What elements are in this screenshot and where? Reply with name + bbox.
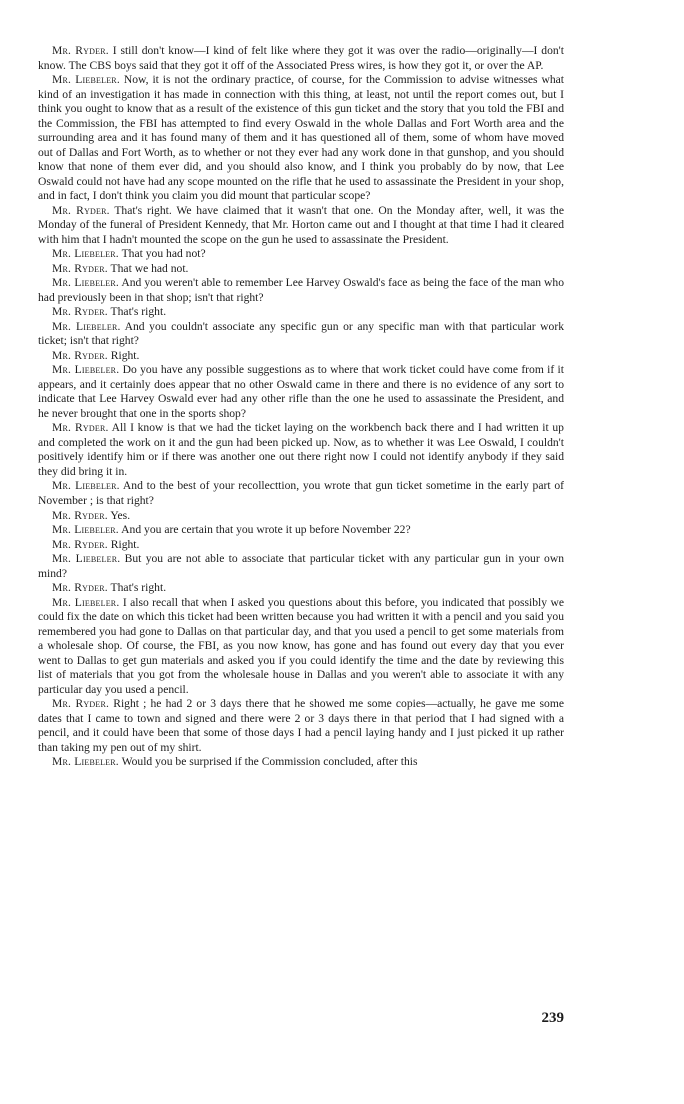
- speaker-name: Mr. Ryder.: [52, 305, 108, 319]
- speaker-name: Mr. Ryder.: [52, 508, 108, 522]
- paragraph-text: That you had not?: [118, 247, 206, 261]
- page-number: 239: [541, 1010, 564, 1026]
- speaker-name: Mr. Liebeler.: [52, 319, 121, 333]
- speaker-name: Mr. Liebeler.: [52, 479, 120, 493]
- speaker-name: Mr. Ryder.: [52, 44, 109, 57]
- speaker-name: Mr. Ryder.: [52, 421, 109, 435]
- paragraph-text: And to the best of your recollecttion, you wrote that gun ticket sometime in the early part of November ; is that right?: [38, 479, 564, 507]
- speaker-name: Mr. Ryder.: [52, 203, 110, 217]
- transcript-paragraph: [38, 363, 564, 421]
- paragraph-text: I still don't know—I kind of felt like where they got it was over the radio—originally—I don't know. The CBS boys said that they got it off of the Associated Press wires, is how they got it, or over the AP.: [38, 44, 564, 72]
- paragraph-text: I also recall that when I asked you questions about this before, you indicated that possibly we could fix the date on which this ticket had been written because you had written it with a pencil and you said you remembered you had gone to Dallas on that particular day, and that you used a pencil to get some materials from a wholesale shop. Of course, the FBI, as you now know, has gone and has found out every day that you ever went to Dallas to get gun materials and asked you if you could identify the time and the date by reviewing this list of materials that you got from the wholesale house in Dallas and you weren't able to associate it with any particular day you used a pencil.: [38, 595, 565, 696]
- transcript-paragraph: [38, 204, 564, 248]
- paragraph-text: Yes.: [107, 508, 131, 522]
- speaker-name: Mr. Ryder.: [52, 581, 108, 595]
- speaker-name: Mr. Liebeler.: [52, 276, 120, 290]
- transcript-paragraph: [38, 581, 564, 596]
- paragraph-text: And you couldn't associate any specific gun or any specific man with that particular work ticket; isn't that right?: [38, 319, 565, 348]
- speaker-name: Mr. Ryder.: [52, 348, 108, 362]
- transcript-paragraph: [38, 349, 564, 364]
- paragraph-text: Do you have any possible suggestions as to where that work ticket could have come from if it appears, and it certainly does appear that no other Oswald came in there and there is no evidence of any sort to indicate that Lee Harvey Oswald ever had any other rifle than the one he used to assassinate the President, and he never brought that one in the sports shop?: [38, 363, 564, 420]
- paragraph-text: That's right.: [107, 305, 167, 319]
- transcript-paragraph: [38, 421, 564, 479]
- paragraph-text: Now, it is not the ordinary practice, of course, for the Commission to advise witnesses what kind of an investigation it has made in connection with this thing, at least, not until the report comes out, but I think you ought to know that as a result of the existence of this gun ticket and the story that you told the FBI and the Commission, the FBI has attempted to find every Oswald in the whole Dallas and Fort Worth area and the surrounding area and it has found many of them and it has questioned all of them, some of whom have moved out of Dallas and Fort Worth, as to whether or not they ever had any work done in that gunshop, and you should know that none of them ever did, and you should also know, and I think you probably do by now, that Lee Oswald could not have had any scope mounted on the rifle that he used to assassinate the President in your shop, and in fact, I don't think you claim you did mount that particular scope?: [38, 73, 564, 203]
- speaker-name: Mr. Liebeler.: [52, 552, 121, 566]
- paragraph-text: That's right.: [107, 581, 167, 595]
- paragraph-text: All I know is that we had the ticket laying on the workbench back there and I had written it up and completed the work on it and the gun had been picked up. Now, as to whether it was Lee Oswald, I couldn't positively identify him or if there was another one out there right now I could not identify anybody if they said they did bring it in.: [38, 421, 564, 478]
- paragraph-text: That's right. We have claimed that it wasn't that one. On the Monday after, well, it was the Monday of the funeral of President Kennedy, that Mr. Horton came out and I thought at that time I had it cleared with him that I hadn't mounted the scope on the gun he used to assassinate the President.: [38, 203, 564, 246]
- transcript-paragraph: [38, 44, 564, 73]
- transcript-paragraph: [38, 276, 564, 305]
- paragraph-text: Would you be surprised if the Commission concluded, after this: [118, 755, 418, 769]
- transcript-paragraph: [38, 262, 564, 277]
- transcript-paragraph: [38, 320, 564, 349]
- paragraph-text: But you are not able to associate that particular ticket with any particular gun in your own mind?: [38, 552, 564, 580]
- speaker-name: Mr. Liebeler.: [52, 755, 119, 769]
- speaker-name: Mr. Liebeler.: [52, 595, 120, 609]
- transcript-paragraph: [38, 538, 564, 553]
- paragraph-text: That we had not.: [107, 261, 189, 275]
- transcript-paragraph: [38, 697, 564, 755]
- speaker-name: Mr. Liebeler.: [52, 73, 120, 87]
- speaker-name: Mr. Ryder.: [52, 537, 108, 551]
- transcript-paragraph: [38, 509, 564, 524]
- transcript-paragraph: [38, 523, 564, 538]
- transcript-paragraph: [38, 247, 564, 262]
- paragraph-text: And you are certain that you wrote it up before November 22?: [118, 523, 411, 537]
- paragraph-text: Right ; he had 2 or 3 days there that he showed me some copies—actually, he gave me some dates that I came to town and signed and there were 2 or 3 days there in that period that I had signed with a pencil, and it could have been that some of those days I had a pencil laying handy and I just picked it up rather than taking my pen out of my shirt.: [38, 697, 564, 754]
- paragraph-text: Right.: [107, 537, 140, 551]
- transcript-paragraph: [38, 305, 564, 320]
- paragraph-text: And you weren't able to remember Lee Harvey Oswald's face as being the face of the man who had previously been in that shop; isn't that right?: [38, 276, 565, 304]
- speaker-name: Mr. Ryder.: [52, 697, 110, 711]
- transcript-paragraph: [38, 755, 564, 770]
- speaker-name: Mr. Liebeler.: [52, 247, 119, 261]
- speaker-name: Mr. Liebeler.: [52, 523, 119, 537]
- transcript-paragraph: [38, 73, 564, 204]
- transcript-paragraph: [38, 552, 564, 581]
- speaker-name: Mr. Liebeler.: [52, 363, 120, 377]
- speaker-name: Mr. Ryder.: [52, 261, 108, 275]
- transcript-page: [38, 44, 564, 770]
- transcript-paragraph: [38, 596, 564, 698]
- paragraph-text: Right.: [107, 348, 140, 362]
- transcript-paragraph: [38, 479, 564, 508]
